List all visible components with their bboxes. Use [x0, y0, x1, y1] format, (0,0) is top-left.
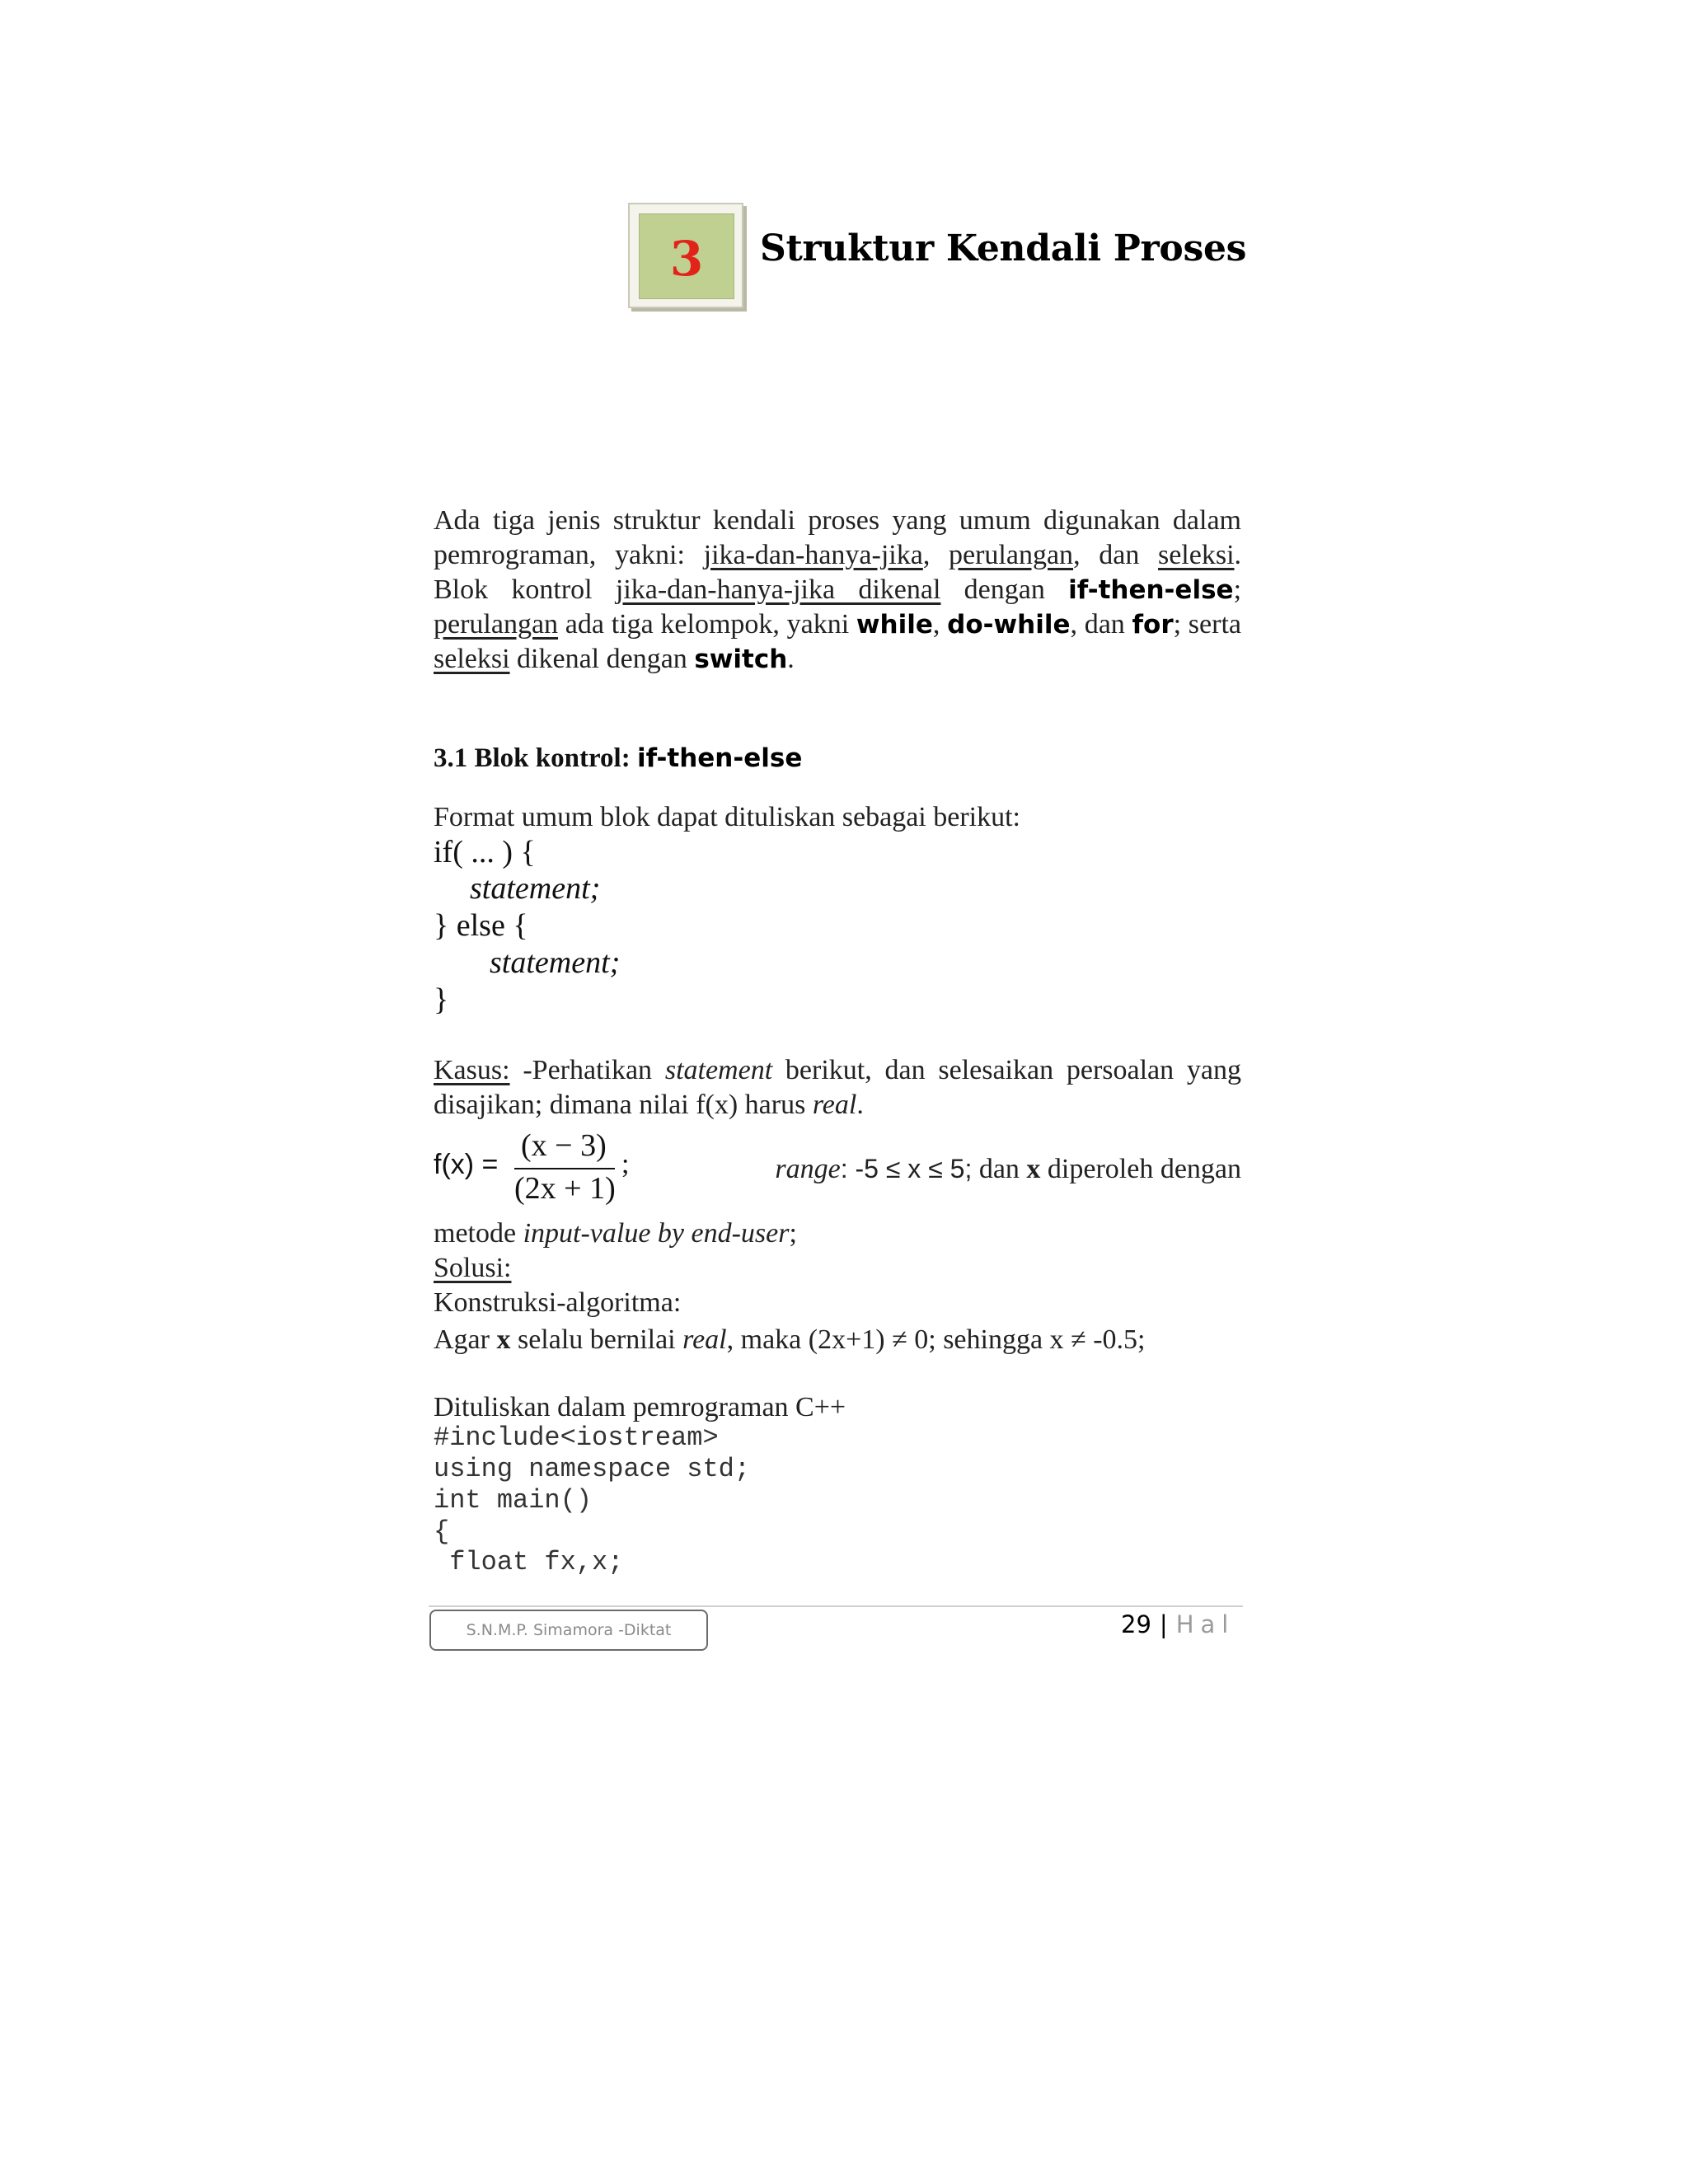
footer-author-box: S.N.M.P. Simamora -Diktat — [429, 1610, 708, 1651]
intro-text: . Blok kontrol — [434, 540, 1242, 605]
page-number-value: 29 — [1121, 1610, 1151, 1638]
metode-line — [434, 1216, 797, 1251]
formula-semicolon: ; — [621, 1149, 630, 1179]
formula-numerator: (x − 3) — [521, 1128, 607, 1163]
format-line-else: } else { — [434, 908, 528, 943]
format-line-if: if( ... ) { — [434, 835, 536, 869]
format-line-close: } — [434, 982, 449, 1017]
keyword-for: for — [1132, 610, 1174, 640]
kasus-label: Kasus: — [434, 1055, 510, 1085]
intro-text: Ada tiga jenis struktur kendali proses yang umum digunakan dalam pemrograman, yakni: — [434, 505, 1241, 570]
chapter-number: 3 — [669, 231, 704, 287]
chapter-title: Struktur Kendali Proses — [760, 227, 1247, 269]
kasus-paragraph — [434, 1053, 1241, 1122]
intro-paragraph — [434, 504, 1241, 677]
format-line-statement: statement; — [470, 871, 601, 906]
code-line: { — [434, 1516, 450, 1547]
agar-italic: real — [682, 1324, 727, 1355]
formula-range — [706, 1151, 1241, 1187]
code-line: float fx,x; — [434, 1547, 624, 1577]
agar-x: x — [496, 1324, 511, 1355]
keyword-if-then-else: if-then-else — [1068, 575, 1234, 605]
intro-text: ada tiga kelompok, yakni — [558, 609, 856, 640]
intro-underlined: jika-dan-hanya-jika — [703, 540, 923, 570]
intro-underlined: seleksi — [1157, 540, 1235, 570]
formula-text: dan — [972, 1154, 1027, 1184]
page-separator: | — [1159, 1610, 1168, 1638]
formula-text: diperoleh dengan — [1040, 1154, 1241, 1184]
intro-text: ; — [1233, 574, 1242, 605]
format-intro: Format umum blok dapat dituliskan sebagai berikut: — [434, 802, 1020, 832]
agar-text: selalu bernilai — [510, 1324, 683, 1355]
code-line: #include<iostream> — [434, 1422, 719, 1453]
kasus-text: -Perhatikan — [509, 1055, 665, 1085]
kasus-italic: real — [812, 1090, 857, 1120]
intro-text: , dan — [1073, 540, 1158, 570]
formula-x: x — [1026, 1154, 1041, 1184]
intro-underlined: perulangan — [949, 540, 1074, 570]
agar-text: , maka (2x+1) ≠ 0; sehingga x ≠ -0.5; — [726, 1324, 1146, 1355]
metode-italic: input-value by end-user — [523, 1218, 790, 1249]
range-label: range — [775, 1154, 841, 1184]
section-heading — [434, 743, 802, 774]
kasus-text: berikut, dan selesaikan persoalan yang disajikan; dimana nilai f(x) harus — [434, 1055, 1242, 1120]
section-number: 3.1 Blok kontrol: — [434, 743, 637, 773]
formula-denominator: (2x + 1) — [514, 1171, 616, 1206]
intro-text: ; serta — [1173, 609, 1241, 640]
section-keyword: if-then-else — [636, 743, 803, 773]
range-expression: : -5 ≤ x ≤ 5; — [840, 1154, 973, 1183]
chapter-number-box — [628, 203, 743, 308]
intro-text: dikenal dengan — [509, 644, 695, 674]
intro-underlined: seleksi — [434, 644, 510, 674]
intro-text: , — [932, 609, 948, 640]
cpp-heading: Dituliskan dalam pemrograman C++ — [434, 1392, 846, 1422]
intro-underlined: perulangan — [434, 609, 559, 640]
intro-underlined: jika-dan-hanya-jika dikenal — [615, 574, 941, 605]
keyword-while: while — [856, 610, 933, 640]
page-number — [1121, 1610, 1235, 1638]
intro-text: , — [922, 540, 950, 570]
solusi-label: Solusi: — [434, 1253, 512, 1283]
chapter-number-inner — [639, 213, 734, 299]
intro-text: dengan — [940, 574, 1069, 605]
konstruksi-line: Konstruksi-algoritma: — [434, 1287, 682, 1318]
kasus-text: . — [856, 1090, 864, 1120]
keyword-do-while: do-while — [947, 610, 1071, 640]
intro-text: , dan — [1070, 609, 1132, 640]
metode-text: ; — [789, 1218, 797, 1249]
agar-line — [434, 1323, 1145, 1357]
page-hal-label: Hal — [1175, 1610, 1236, 1638]
agar-text: Agar — [434, 1324, 497, 1355]
code-line: int main() — [434, 1485, 593, 1516]
format-line-statement: statement; — [490, 945, 621, 980]
formula-lhs: f(x) = — [434, 1149, 499, 1180]
keyword-switch: switch — [694, 644, 788, 674]
code-line: using namespace std; — [434, 1454, 751, 1484]
kasus-italic: statement — [664, 1055, 773, 1085]
footer-divider — [429, 1605, 1243, 1607]
fraction-bar — [514, 1168, 615, 1169]
intro-text: . — [787, 644, 795, 674]
metode-text: metode — [434, 1218, 523, 1249]
